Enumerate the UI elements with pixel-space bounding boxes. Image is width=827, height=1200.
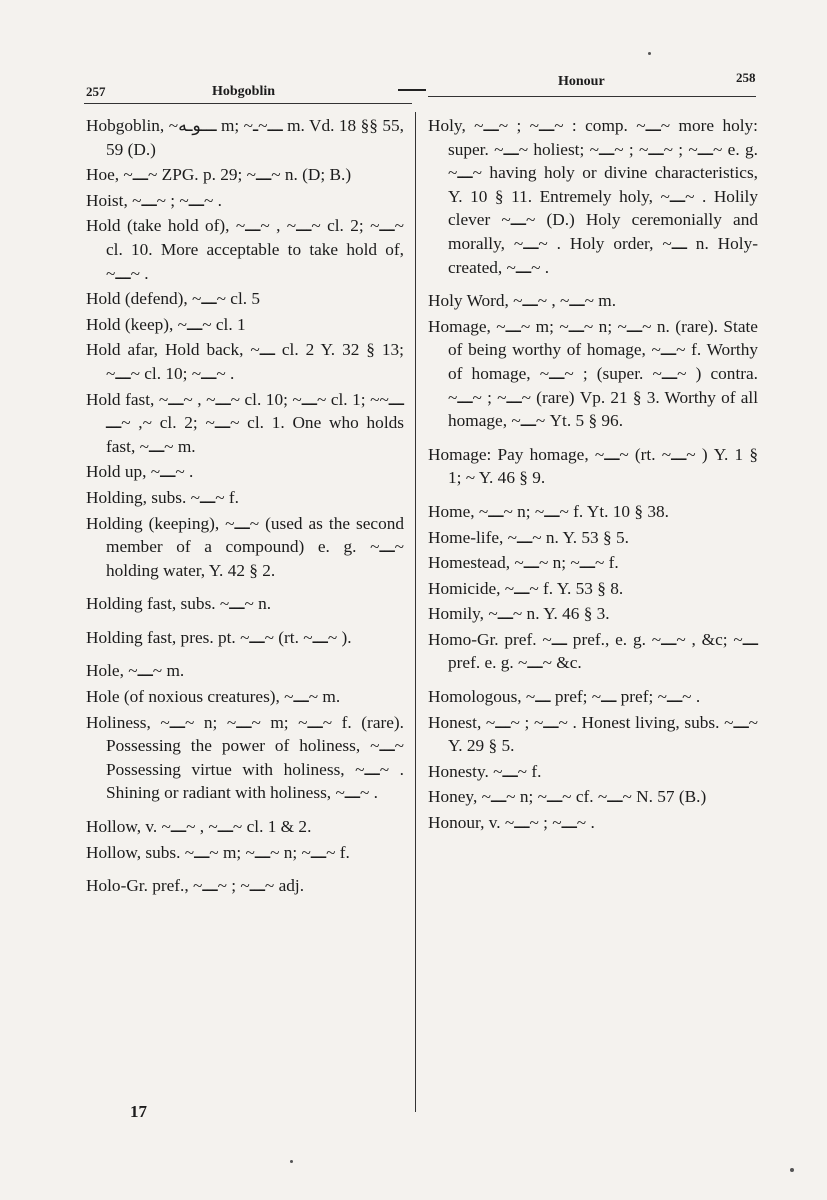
right-page-number: 258 (736, 70, 756, 85)
dictionary-entry: Hole (of noxious creatures), ~ـــ~ m. (86, 687, 341, 707)
dictionary-entry: Holding (keeping), ~ـــ~ (used as the second member of a compound) e. g. ~ـــ~ holding water, Y. 42 § 2. (86, 513, 404, 580)
dictionary-entry: Hollow, v. ~ـــ~ , ~ـــ~ cl. 1 & 2. (86, 817, 312, 837)
dictionary-entry: Hollow, subs. ~ـــ~ m; ~ـــ~ n; ~ـــ~ f. (86, 842, 350, 862)
dictionary-entry: Hold up, ~ـــ~ . (86, 462, 194, 482)
left-column (86, 114, 404, 900)
left-header-rule (84, 103, 412, 104)
dictionary-entry: Homage, ~ـــ~ m; ~ـــ~ n; ~ـــ~ n. (rare). State of being worthy of homage, ~ـــ~ f. Worthy of homage, ~ـــ~ ; (super. ~ـــ~ ) contra. ~ـــ~ ; ~ـــ~ (rare) Vp. 21 § 3. Worthy of all homage, ~ـــ~ Yt. 5 § 96. (428, 316, 758, 431)
dictionary-entry: Hold (keep), ~ـــ~ cl. 1 (86, 314, 246, 334)
ink-speck (648, 52, 651, 55)
dictionary-entry: Home-life, ~ـــ~ n. Y. 53 § 5. (428, 527, 629, 547)
right-header-rule (428, 96, 756, 97)
dictionary-entry: Honey, ~ـــ~ n; ~ـــ~ cf. ~ـــ~ N. 57 (B.) (428, 787, 707, 807)
ink-speck (290, 1160, 293, 1163)
dictionary-entry: Homo-Gr. pref. ~ـــ pref., e. g. ~ـــ~ , &c; ~ـــ pref. e. g. ~ـــ~ &c. (428, 629, 758, 673)
left-page-number: 257 (86, 84, 106, 99)
dictionary-entry: Hoe, ~ـــ~ ZPG. p. 29; ~ـــ~ n. (D; B.) (86, 165, 352, 185)
dictionary-entry: Homologous, ~ـــ pref; ~ـــ pref; ~ـــ~ . (428, 687, 701, 707)
dictionary-entry: Hobgoblin, ~ـــوـه m; ~ـــ~ـ m. Vd. 18 §§ 55, 59 (D.) (86, 116, 404, 159)
dictionary-entry: Hold fast, ~ـــ~ , ~ـــ~ cl. 10; ~ـــ~ cl. 1; ~ـــ~ , ~ـــ~ cl. 2; ~ـــ~ cl. 1. One who holds fast, ~ـــ~ m. (86, 389, 404, 456)
left-running-title: Hobgoblin (212, 84, 276, 99)
dictionary-entry: Holy Word, ~ـــ~ , ~ـــ~ m. (428, 291, 617, 311)
signature-mark: 17 (130, 1102, 147, 1121)
dictionary-entry: Holo-Gr. pref., ~ـــ~ ; ~ـــ~ adj. (86, 876, 305, 896)
dictionary-entry: Holding fast, pres. pt. ~ـــ~ (rt. ~ـــ~ ). (86, 627, 352, 647)
dictionary-entry: Holding, subs. ~ـــ~ f. (86, 487, 239, 507)
right-column (428, 114, 758, 837)
dictionary-entry: Hold (defend), ~ـــ~ cl. 5 (86, 289, 261, 309)
right-running-title: Honour (558, 74, 605, 89)
dictionary-entry: Homily, ~ـــ~ n. Y. 46 § 3. (428, 604, 610, 624)
header-dash (398, 89, 426, 91)
dictionary-entry: Hole, ~ـــ~ m. (86, 661, 185, 681)
dictionary-entry: Holding fast, subs. ~ـــ~ n. (86, 594, 272, 614)
column-divider (415, 112, 416, 1112)
dictionary-entry: Homestead, ~ـــ~ n; ~ـــ~ f. (428, 553, 619, 573)
dictionary-entry: Hold afar, Hold back, ~ـــ cl. 2 Y. 32 § 13; ~ـــ~ cl. 10; ~ـــ~ . (86, 340, 404, 383)
dictionary-entry: Hoist, ~ـــ~ ; ~ـــ~ . (86, 190, 222, 210)
dictionary-entry: Honest, ~ـــ~ ; ~ـــ~ . Honest living, subs. ~ـــ~ Y. 29 § 5. (428, 712, 758, 756)
dictionary-entry: Honour, v. ~ـــ~ ; ~ـــ~ . (428, 813, 595, 833)
dictionary-entry: Holy, ~ـــ~ ; ~ـــ~ : comp. ~ـــ~ more holy: super. ~ـــ~ holiest; ~ـــ~ ; ~ـــ~ ; ~ـــ~ e. g. ~ـــ~ having holy or divine characteristics, Y. 10 § 11. Entremely holy, ~ـــ~ . Holily clever ~ـــ~ (D.) Holy ceremonially and morally, ~ـــ~ . Holy order, ~ـــ n. Holy-created, ~ـــ~ . (428, 116, 758, 277)
ink-speck (790, 1168, 794, 1172)
dictionary-entry: Holiness, ~ـــ~ n; ~ـــ~ m; ~ـــ~ f. (rare). Possessing the power of holiness, ~ـــ~ Possessing virtue with holiness, ~ـــ~ . Shining or radiant with holiness, ~ـــ~ . (86, 712, 404, 803)
dictionary-entry: Hold (take hold of), ~ـــ~ , ~ـــ~ cl. 2; ~ـــ~ cl. 10. More acceptable to take hold of, ~ـــ~ . (86, 216, 404, 283)
dictionary-entry: Homage: Pay homage, ~ـــ~ (rt. ~ـــ~ ) Y. 1 § 1; ~ Y. 46 § 9. (428, 444, 758, 488)
dictionary-entry: Honesty. ~ـــ~ f. (428, 761, 542, 781)
dictionary-entry: Home, ~ـــ~ n; ~ـــ~ f. Yt. 10 § 38. (428, 501, 669, 521)
dictionary-entry: Homicide, ~ـــ~ f. Y. 53 § 8. (428, 578, 624, 598)
